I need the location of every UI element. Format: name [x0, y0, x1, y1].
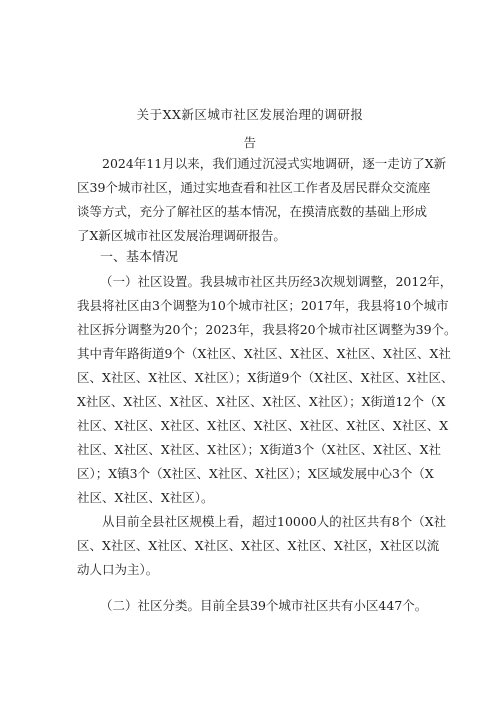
section-heading: 一、基本情况	[100, 250, 179, 265]
paragraph-line: 从目前全县社区规模上看，超过10000人的社区共有8个（X社	[102, 514, 447, 529]
report-title-continued: 告	[243, 135, 257, 150]
paragraph-line: 社区、X社区、X社区）。	[77, 490, 214, 505]
paragraph-line: 动人口为主）。	[77, 562, 159, 577]
paragraph-line: 我县将社区由3个调整为10个城市社区；2017年，我县将10个城市	[77, 298, 449, 313]
paragraph-line: 区、X社区、X社区、X社区、X社区、X社区、X社区，X社区以流	[77, 538, 440, 553]
paragraph-line: X社区、X社区、X社区、X社区、X社区、X社区）；X街道12个（X	[77, 394, 446, 409]
subsection-line: （二）社区分类。目前全县39个城市社区共有小区447个。	[100, 598, 428, 613]
paragraph-line: 区）；X镇3个（X社区、X社区、X社区）；X区域发展中心3个（X	[77, 466, 434, 481]
report-title: 关于XX新区城市社区发展治理的调研报	[136, 107, 364, 122]
intro-line: 2024年11月以来，我们通过沉浸式实地调研，逐一走访了X新	[102, 156, 447, 171]
paragraph-line: 社区、X社区、X社区、X社区、X社区、X社区、X社区、X社区、X	[77, 418, 449, 433]
paragraph-line: 社区拆分调整为20个；2023年，我县将20个城市社区调整为39个。	[77, 322, 457, 337]
paragraph-line: 其中青年路街道9个（X社区、X社区、X社区、X社区、X社区、X社	[77, 346, 451, 361]
intro-line: 谈等方式，充分了解社区的基本情况，在摸清底数的基础上形成	[77, 204, 428, 219]
paragraph-line: （一）社区设置。我县城市社区共历经3次规划调整，2012年，	[100, 274, 453, 289]
paragraph-line: 社区、X社区、X社区、X社区）；X街道3个（X社区、X社区、X社	[77, 442, 441, 457]
intro-line: 了X新区城市社区发展治理调研报告。	[77, 228, 286, 243]
paragraph-line: 区、X社区、X社区、X社区）；X街道9个（X社区、X社区、X社区、	[77, 370, 454, 385]
intro-line: 区39个城市社区，通过实地查看和社区工作者及居民群众交流座	[77, 180, 431, 195]
